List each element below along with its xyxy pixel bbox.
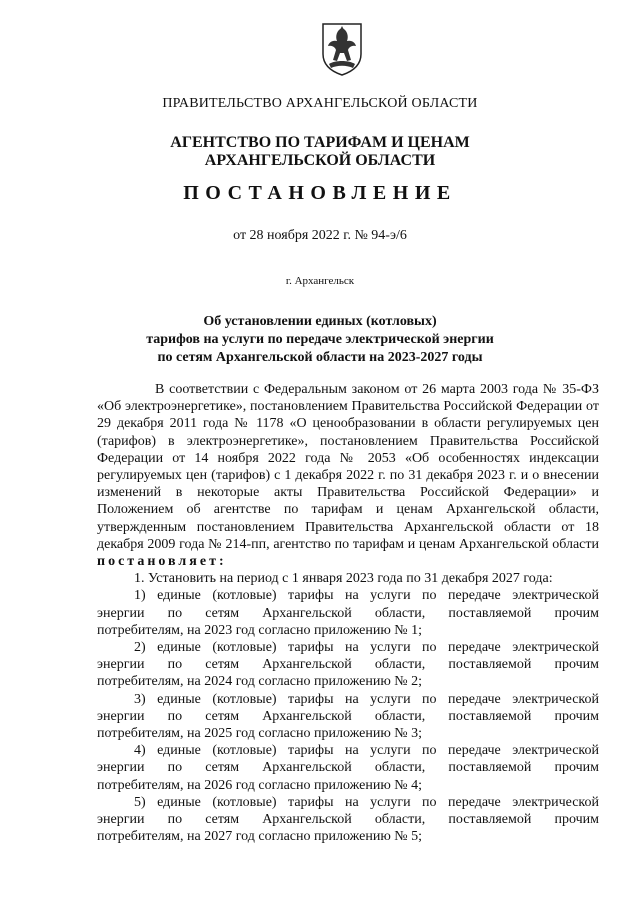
agency-line-1: АГЕНТСТВО ПО ТАРИФАМ И ЦЕНАМ bbox=[170, 134, 470, 151]
list-item-line-3: потребителям, на 2026 год согласно приложению № 4; bbox=[97, 777, 423, 793]
coat-of-arms-icon bbox=[319, 20, 365, 76]
preamble-paragraph bbox=[97, 381, 599, 570]
resolves-colon: : bbox=[218, 554, 227, 570]
list-item-line-2: энергии по сетям Архангельской области, поставляемой прочим bbox=[97, 657, 599, 673]
list-item-line-2: энергии по сетям Архангельской области, поставляемой прочим bbox=[97, 708, 599, 724]
agency-name bbox=[0, 134, 640, 170]
list-item-line-1: 3) единые (котловые) тарифы на услуги по передаче электрической bbox=[134, 691, 599, 707]
list-item-line-3: потребителям, на 2023 год согласно приложению № 1; bbox=[97, 622, 423, 638]
title-line-3: по сетям Архангельской области на 2023-2027 годы bbox=[157, 350, 483, 365]
document-city: г. Архангельск bbox=[285, 275, 355, 287]
list-item bbox=[97, 587, 599, 639]
list-item-line-2: энергии по сетям Архангельской области, поставляемой прочим bbox=[97, 812, 599, 828]
list-item bbox=[97, 742, 599, 794]
list-item-line-2: энергии по сетям Архангельской области, поставляемой прочим bbox=[97, 760, 599, 776]
document-date-number: от 28 ноября 2022 г. № 94-э/6 bbox=[233, 228, 407, 243]
list-item-line-3: потребителям, на 2024 год согласно приложению № 2; bbox=[97, 674, 423, 690]
list-item bbox=[97, 639, 599, 691]
agency-line-2: АРХАНГЕЛЬСКОЙ ОБЛАСТИ bbox=[204, 152, 436, 169]
document-type: ПОСТАНОВЛЕНИЕ bbox=[183, 182, 457, 204]
document-title bbox=[0, 313, 640, 367]
list-item-line-3: потребителям, на 2027 год согласно приложению № 5; bbox=[97, 829, 423, 845]
title-line-1: Об установлении единых (котловых) bbox=[203, 314, 437, 329]
document-body bbox=[97, 381, 599, 845]
preamble-text: В соответствии с Федеральным законом от 26 марта 2003 года № 35-ФЗ «Об электроэнергетике», постановлением Правительства Российской Федерации от 29 декабря 2011 года № 1178 «О ценообразовании в области регулируемых цен (тарифов) в электроэнергетике», постановлением Правительства Российской Федерации от 14 ноября 2022 года № 2053 «Об особенностях индексации регулируемых цен (тарифов) с 1 декабря 2022 г. по 31 декабря 2023 г. и о внесении изменений в некоторые акты Правительства Российской Федерации» и Положением об агентстве по тарифам и ценам Архангельской области, утвержденным постановлением Правительства Архангельской области от 18 декабря 2009 года № 214-пп, агентство по тарифам и ценам Архангельской области bbox=[97, 382, 599, 552]
point-1: 1. Установить на период с 1 января 2023 года по 31 декабря 2027 года: bbox=[134, 571, 553, 587]
title-line-2: тарифов на услуги по передаче электрической энергии bbox=[146, 332, 494, 347]
list-item-line-3: потребителям, на 2025 год согласно приложению № 3; bbox=[97, 726, 423, 742]
list-item-line-1: 2) единые (котловые) тарифы на услуги по передаче электрической bbox=[134, 640, 599, 656]
list-item-line-2: энергии по сетям Архангельской области, поставляемой прочим bbox=[97, 605, 599, 621]
list-item-line-1: 4) единые (котловые) тарифы на услуги по передаче электрической bbox=[134, 743, 599, 759]
list-item-line-1: 5) единые (котловые) тарифы на услуги по передаче электрической bbox=[134, 794, 599, 810]
government-name: ПРАВИТЕЛЬСТВО АРХАНГЕЛЬСКОЙ ОБЛАСТИ bbox=[162, 96, 478, 111]
list-item bbox=[97, 794, 599, 846]
list-item-line-1: 1) единые (котловые) тарифы на услуги по передаче электрической bbox=[134, 588, 599, 604]
resolves-word: постановляет bbox=[97, 554, 219, 570]
list-item bbox=[97, 691, 599, 743]
